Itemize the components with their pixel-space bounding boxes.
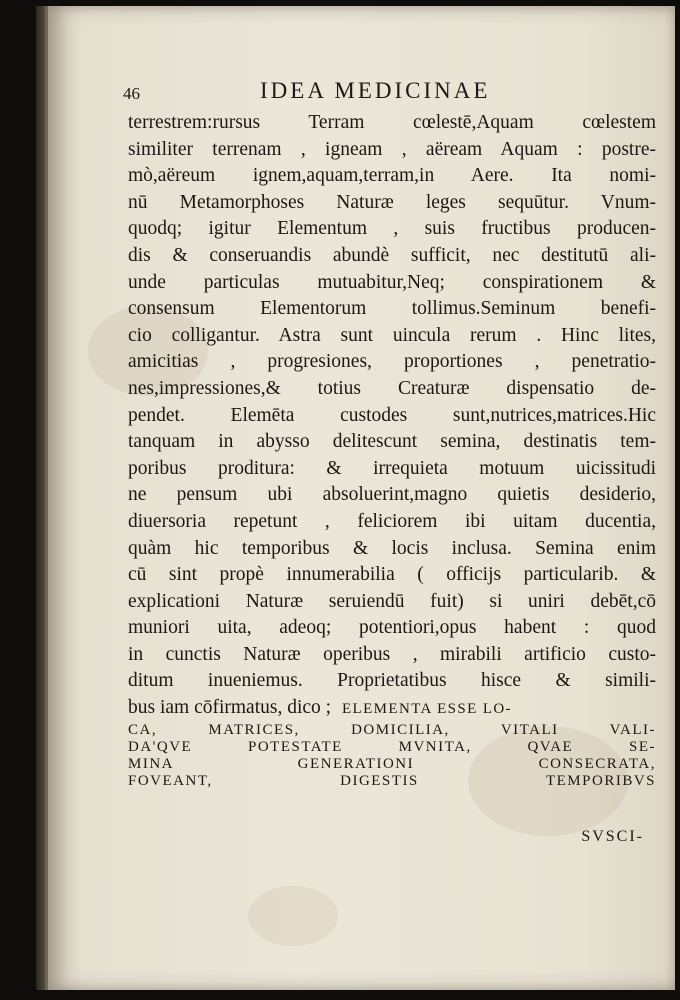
caps-line: DA'QVE POTESTATE MVNITA, QVAE SE- — [128, 738, 656, 755]
page-number: 46 — [123, 84, 140, 103]
text-line: poribus proditura: & irrequieta motuum uicissitudi — [128, 457, 656, 479]
caps-line: MINA GENERATIONI CONSECRATA, — [128, 755, 656, 772]
text-line: quàm hic temporibus & locis inclusa. Semina enim — [128, 537, 656, 559]
catchword: SVSCI- — [581, 828, 644, 845]
running-head: IDEA MEDICINAE — [260, 78, 491, 103]
text-line: diuersoria repetunt , feliciorem ibi uitam ducentia, — [128, 510, 656, 532]
text-line: unde particulas mutuabitur,Neq; conspirationem & — [128, 271, 656, 293]
text-line-with-caps — [128, 695, 656, 722]
text-line: tanquam in abysso delitescunt semina, destinatis tem- — [128, 431, 656, 453]
text-line: terrestrem:rursus Terram cœlestē,Aquam cœlestem — [128, 112, 656, 133]
text-line: amicitias , progresiones, proportiones , penetratio- — [128, 351, 656, 373]
text-line: muniori uita, adeoq; potentiori,opus habent : quod — [128, 617, 656, 639]
text-line: nū Metamorphoses Naturæ leges sequūtur. Vnum- — [128, 191, 656, 213]
text-line: cū sint propè innumerabilia ( officijs particularib. & — [128, 564, 656, 586]
text-line: ditum inueniemus. Proprietatibus hisce & simili- — [128, 670, 656, 692]
text-line-lead: bus iam cōfirmatus, dico ; — [128, 697, 332, 719]
caps-phrase-start: ELEMENTA ESSE LO- — [341, 701, 513, 718]
text-line: consensum Elementorum tollimus.Seminum benefi- — [128, 298, 656, 320]
text-line: nes,impressiones,& totius Creaturæ dispensatio de- — [128, 377, 656, 399]
text-line: dis & conseruandis abundè sufficit, nec destitutū ali- — [128, 244, 656, 266]
body-text — [128, 110, 656, 790]
text-line: ne pensum ubi absoluerint,magno quietis desiderio, — [128, 484, 656, 506]
page-header — [75, 78, 635, 106]
text-line: mò,aëreum ignem,aquam,terram,in Aere. Ita nomi- — [128, 165, 656, 187]
text-line: explicationi Naturæ seruiendū fuit) si uniri debēt,cō — [128, 590, 656, 612]
caps-line: CA, MATRICES, DOMICILIA, VITALI VALI- — [128, 721, 656, 738]
text-line: cio colligantur. Astra sunt uincula rerum . Hinc lites, — [128, 324, 656, 346]
caps-line: FOVEANT, DIGESTIS TEMPORIBVS — [128, 772, 656, 789]
text-line: quodq; igitur Elementum , suis fructibus producen- — [128, 218, 656, 240]
text-line: similiter terrenam , igneam , aëream Aquam : postre- — [128, 138, 656, 160]
text-line: pendet. Elemēta custodes sunt,nutrices,matrices.Hic — [128, 404, 656, 426]
catchword-row — [128, 828, 656, 852]
text-line: in cunctis Naturæ operibus , mirabili artificio custo- — [128, 643, 656, 665]
